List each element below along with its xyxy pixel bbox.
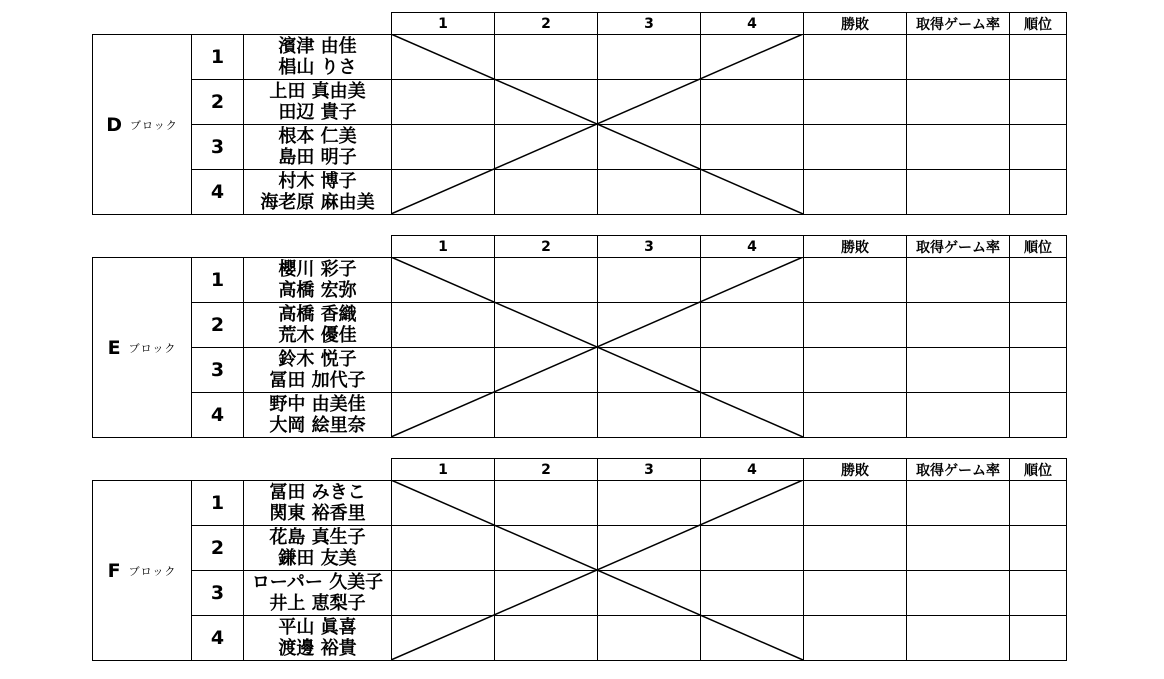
header-game-rate: 取得ゲーム率 [906,12,1010,35]
seed-number: 3 [191,124,244,170]
header-rank: 順位 [1009,458,1067,481]
header-wins: 勝敗 [803,235,907,258]
league-block-f [0,458,1164,668]
wins-cell[interactable] [803,257,907,303]
game-rate-cell[interactable] [906,257,1010,303]
player-name: 野中 由美佳 [269,394,366,415]
header-game-rate: 取得ゲーム率 [906,235,1010,258]
player-name: 渡邊 裕貴 [278,638,357,659]
player-name: 海老原 麻由美 [260,192,375,213]
header-col-1: 1 [391,12,495,35]
pair-names [243,525,392,571]
header-col-1: 1 [391,458,495,481]
player-name: 島田 明子 [278,147,357,168]
player-name: 平山 眞喜 [278,617,357,638]
rank-cell[interactable] [1009,615,1067,661]
player-name: 高橋 香織 [278,304,357,325]
rank-cell[interactable] [1009,257,1067,303]
player-name: 高橋 宏弥 [278,280,357,301]
rank-cell[interactable] [1009,124,1067,170]
pair-names [243,615,392,661]
player-name: 根本 仁美 [278,126,357,147]
player-name: 村木 博子 [278,171,357,192]
player-name: 荒木 優佳 [278,325,357,346]
wins-cell[interactable] [803,480,907,526]
seed-number: 1 [191,34,244,80]
block-letter: E [107,336,121,359]
header-rank: 順位 [1009,235,1067,258]
seed-number: 4 [191,392,244,438]
header-wins: 勝敗 [803,12,907,35]
rank-cell[interactable] [1009,570,1067,616]
pair-names [243,347,392,393]
pair-names [243,124,392,170]
rank-cell[interactable] [1009,392,1067,438]
seed-number: 2 [191,525,244,571]
league-block-e [0,235,1164,445]
block-suffix: ブロック [130,118,178,132]
pair-names [243,34,392,80]
wins-cell[interactable] [803,525,907,571]
player-name: 椙山 りさ [278,57,357,78]
player-name: 田辺 貴子 [278,102,357,123]
rank-cell[interactable] [1009,34,1067,80]
game-rate-cell[interactable] [906,169,1010,215]
header-col-2: 2 [494,12,598,35]
league-block-d [0,12,1164,222]
header-col-3: 3 [597,235,701,258]
rank-cell[interactable] [1009,79,1067,125]
pair-names [243,169,392,215]
block-suffix: ブロック [128,341,177,355]
rank-cell[interactable] [1009,347,1067,393]
game-rate-cell[interactable] [906,79,1010,125]
header-col-2: 2 [494,458,598,481]
seed-number: 3 [191,570,244,616]
header-col-4: 4 [700,235,804,258]
wins-cell[interactable] [803,615,907,661]
game-rate-cell[interactable] [906,570,1010,616]
header-col-3: 3 [597,458,701,481]
player-name: 上田 真由美 [269,81,366,102]
player-name: 冨田 加代子 [269,370,366,391]
pair-names [243,570,392,616]
game-rate-cell[interactable] [906,615,1010,661]
player-name: 花島 真生子 [269,527,366,548]
game-rate-cell[interactable] [906,480,1010,526]
seed-number: 4 [191,169,244,215]
game-rate-cell[interactable] [906,34,1010,80]
rank-cell[interactable] [1009,525,1067,571]
seed-number: 1 [191,257,244,303]
rank-cell[interactable] [1009,480,1067,526]
game-rate-cell[interactable] [906,302,1010,348]
wins-cell[interactable] [803,392,907,438]
game-rate-cell[interactable] [906,392,1010,438]
block-label [92,257,192,438]
header-col-1: 1 [391,235,495,258]
wins-cell[interactable] [803,34,907,80]
pair-names [243,392,392,438]
pair-names [243,257,392,303]
wins-cell[interactable] [803,347,907,393]
game-rate-cell[interactable] [906,124,1010,170]
self-match-cross [391,34,803,214]
player-name: 櫻川 彩子 [278,259,357,280]
block-label [92,480,192,661]
rank-cell[interactable] [1009,302,1067,348]
pair-names [243,302,392,348]
block-suffix: ブロック [128,564,177,578]
self-match-cross [391,257,803,437]
rank-cell[interactable] [1009,169,1067,215]
player-name: 濱津 由佳 [278,36,357,57]
player-name: 関東 裕香里 [269,503,366,524]
header-col-3: 3 [597,12,701,35]
header-game-rate: 取得ゲーム率 [906,458,1010,481]
player-name: 鈴木 悦子 [278,349,357,370]
wins-cell[interactable] [803,302,907,348]
block-label [92,34,192,215]
pair-names [243,79,392,125]
seed-number: 2 [191,302,244,348]
game-rate-cell[interactable] [906,347,1010,393]
player-name: ローパー 久美子 [251,572,384,593]
block-letter: D [106,113,122,136]
player-name: 大岡 絵里奈 [269,415,366,436]
header-rank: 順位 [1009,12,1067,35]
wins-cell[interactable] [803,79,907,125]
game-rate-cell[interactable] [906,525,1010,571]
player-name: 冨田 みきこ [269,482,366,503]
wins-cell[interactable] [803,570,907,616]
wins-cell[interactable] [803,124,907,170]
block-letter: F [107,559,121,582]
header-col-4: 4 [700,12,804,35]
self-match-cross [391,480,803,660]
header-wins: 勝敗 [803,458,907,481]
seed-number: 1 [191,480,244,526]
player-name: 井上 恵梨子 [269,593,366,614]
seed-number: 2 [191,79,244,125]
header-col-4: 4 [700,458,804,481]
header-col-2: 2 [494,235,598,258]
pair-names [243,480,392,526]
player-name: 鎌田 友美 [278,548,357,569]
seed-number: 3 [191,347,244,393]
seed-number: 4 [191,615,244,661]
wins-cell[interactable] [803,169,907,215]
